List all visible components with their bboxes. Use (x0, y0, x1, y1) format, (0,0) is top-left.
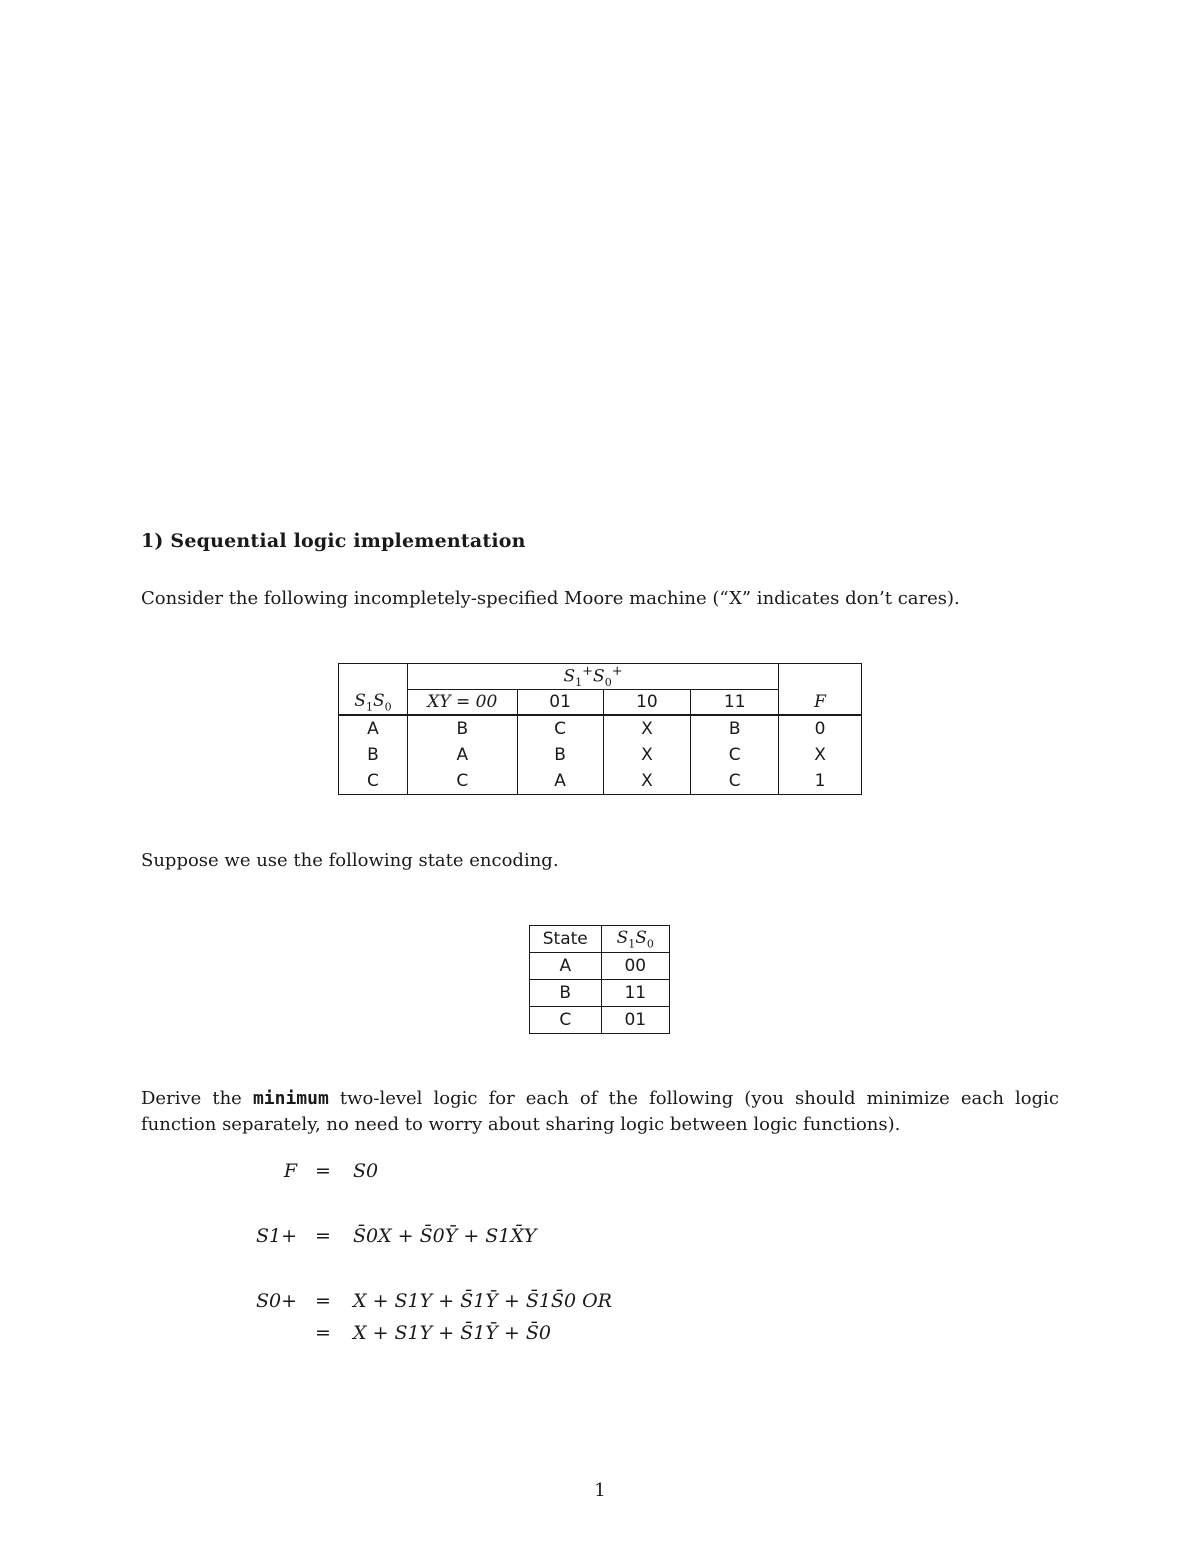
equation-f-equals: = (315, 1160, 331, 1182)
input-header-label: XY = 00 (427, 692, 498, 713)
next-state-cell: B (691, 715, 779, 742)
state-transition-table (338, 663, 862, 795)
table-row (339, 715, 862, 742)
encoding-code-cell: 11 (601, 980, 669, 1007)
state-encoding-table (529, 925, 670, 1034)
equation-s0-next-rhs-1: X + S1Y + S̄1Ȳ + S̄1S̄0 OR (353, 1290, 612, 1312)
next-state-cell: A (407, 742, 517, 768)
encoding-state-cell: A (530, 953, 602, 980)
equation-s0-next-rhs-2: X + S1Y + S̄1Ȳ + S̄0 (353, 1322, 551, 1344)
equation-f-rhs: S0 (353, 1160, 379, 1182)
intro-paragraph: Consider the following incompletely-specified Moore machine (“X” indicates don’t cares). (141, 588, 960, 609)
derive-paragraph (141, 1086, 1059, 1138)
input-header-01: 01 (517, 690, 603, 716)
derive-text-before: Derive the (141, 1088, 242, 1109)
derive-text-after: two-level logic for each of the following (you should minimize each logic function separately, no need to worry about sharing logic between logic functions). (141, 1088, 1059, 1135)
encoding-paragraph: Suppose we use the following state encoding. (141, 850, 559, 871)
encoding-header-row (530, 926, 670, 953)
encoding-code-cell: 00 (601, 953, 669, 980)
input-header-00 (407, 690, 517, 716)
table-row (339, 742, 862, 768)
encoding-state-cell: C (530, 1007, 602, 1034)
equation-s1-next-equals: = (315, 1225, 331, 1247)
state-corner-cell (339, 664, 408, 690)
table-row (339, 768, 862, 795)
output-cell: 1 (779, 768, 862, 795)
next-state-cell: B (517, 742, 603, 768)
output-cell: 0 (779, 715, 862, 742)
next-state-cell: C (691, 742, 779, 768)
derive-emphasis: minimum (252, 1088, 329, 1109)
next-state-cell: X (603, 768, 691, 795)
table-row (530, 980, 670, 1007)
encoding-code-header: $S_1S_0$ (601, 926, 669, 953)
table-header-row-1 (339, 664, 862, 690)
next-state-cell: B (407, 715, 517, 742)
next-state-cell: X (603, 715, 691, 742)
equation-s0-next-equals-2: = (315, 1322, 331, 1344)
state-cell: C (339, 768, 408, 795)
next-state-cell: C (691, 768, 779, 795)
encoding-code-cell: 01 (601, 1007, 669, 1034)
page-number: 1 (594, 1480, 606, 1501)
equation-s1-next-lhs: S1+ (255, 1225, 297, 1247)
equation-s1-next-rhs: S̄0X + S̄0Ȳ + S1X̄Y (353, 1225, 537, 1247)
table-header-row-2 (339, 690, 862, 716)
section-heading: 1) Sequential logic implementation (141, 530, 526, 552)
input-header-11: 11 (691, 690, 779, 716)
input-header-10: 10 (603, 690, 691, 716)
state-cell: A (339, 715, 408, 742)
encoding-state-cell: B (530, 980, 602, 1007)
table-row (530, 1007, 670, 1034)
state-column-header: $S_1S_0$ (339, 690, 408, 716)
next-state-cell: C (407, 768, 517, 795)
next-state-header: $S_1^+S_0^+$ (407, 664, 778, 690)
output-cell: X (779, 742, 862, 768)
equation-s0-next-lhs: S0+ (255, 1290, 297, 1312)
encoding-state-header: State (530, 926, 602, 953)
table-row (530, 953, 670, 980)
equation-s0-next-equals: = (315, 1290, 331, 1312)
state-cell: B (339, 742, 408, 768)
next-state-cell: C (517, 715, 603, 742)
next-state-cell: X (603, 742, 691, 768)
next-state-cell: A (517, 768, 603, 795)
equation-f-lhs: F (283, 1160, 297, 1182)
output-column-header: F (779, 690, 862, 716)
output-corner-cell (779, 664, 862, 690)
